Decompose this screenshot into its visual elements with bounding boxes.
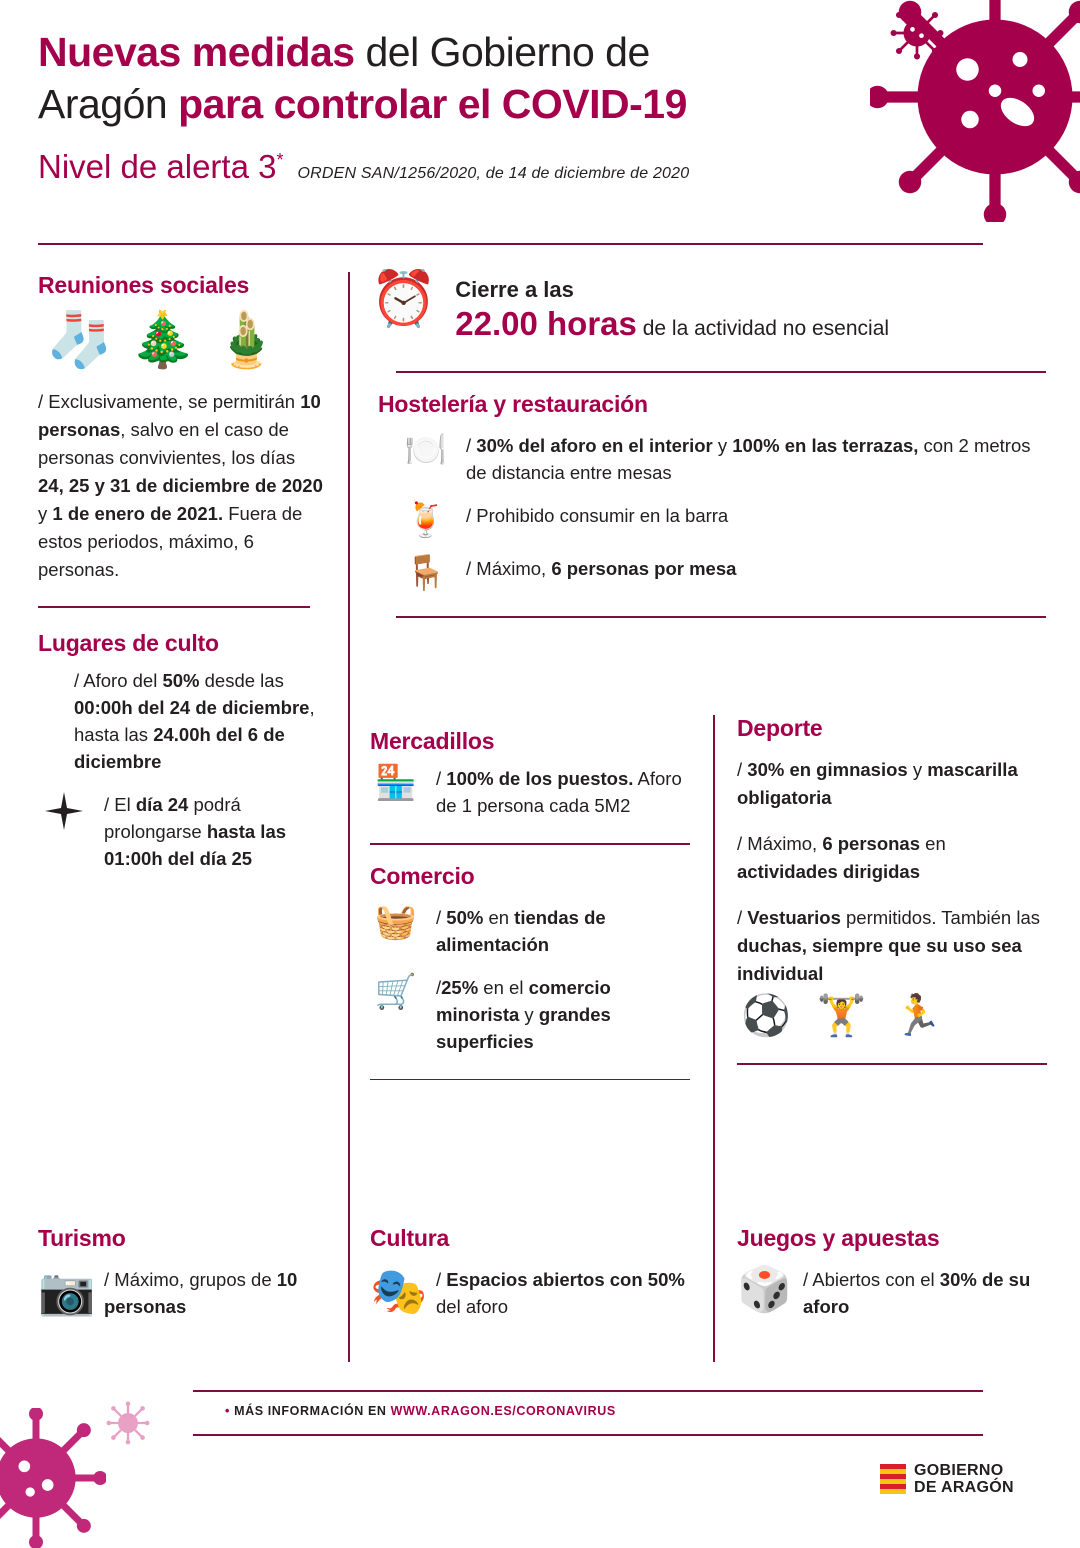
title-highlight-1: Nuevas medidas <box>38 29 355 75</box>
com-1-d: tiendas de alimentación <box>436 906 606 955</box>
page-title <box>38 26 998 130</box>
culto-2-d: hasta las 01:00h del día 25 <box>104 820 287 869</box>
middle-divider-1 <box>396 371 1046 373</box>
table-chairs-icon: 🪑 <box>404 553 448 592</box>
com-1-c: en <box>483 906 515 928</box>
dep-1-d: mascarilla obligatoria <box>737 759 1018 808</box>
turismo-item <box>38 1266 338 1320</box>
section-title-mercadillos: Mercadillos <box>370 728 495 754</box>
alert-level <box>38 148 283 186</box>
reuniones-text-d: 24, 25 y 31 de diciembre de 2020 <box>38 475 323 496</box>
section-title-cultura: Cultura <box>370 1225 450 1251</box>
com-2-a: / <box>436 976 442 998</box>
culto-1-c: desde las <box>199 669 284 691</box>
culto-item-2 <box>38 791 323 872</box>
com-2-b: 25% <box>441 976 479 998</box>
footer-url[interactable]: WWW.ARAGON.ES/CORONAVIRUS <box>390 1404 616 1418</box>
culto-1-a: / Aforo del <box>74 669 163 691</box>
com-2-e: y <box>519 1003 539 1025</box>
gov-line-1: GOBIERNO <box>914 1462 1004 1479</box>
middle-divider-2 <box>396 616 1046 618</box>
juegos-item <box>737 1266 1047 1320</box>
merc-a: / <box>436 768 447 789</box>
com-2-f: grandes superficies <box>436 1003 611 1052</box>
dep-1-a: / <box>737 759 748 780</box>
closing-rest: de la actividad no esencial <box>636 317 890 340</box>
orden-reference: ORDEN SAN/1256/2020, de 14 de diciembre de 2020 <box>297 165 690 182</box>
host-2-a: / Prohibido consumir en la barra <box>466 504 729 526</box>
section-title-deporte: Deporte <box>737 715 823 741</box>
alert-level-text: Nivel de alerta 3 <box>38 148 277 185</box>
dep-3-d: . También las <box>931 907 1041 928</box>
closing-line2 <box>455 304 889 349</box>
coronavirus-bottom-icon <box>0 1408 106 1548</box>
footer-divider-top <box>193 1390 983 1392</box>
dep-3-c: permitidos <box>840 907 932 928</box>
star-icon <box>38 791 90 839</box>
tur-b: 10 personas <box>104 1269 298 1317</box>
host-1-c: y <box>712 434 733 456</box>
section-title-culto: Lugares de culto <box>38 629 219 656</box>
deporte-section <box>737 715 1047 1065</box>
jue-b: 30% de su aforo <box>803 1269 1031 1317</box>
culto-1-d: 00:00h del 24 de diciembre <box>74 696 310 718</box>
closing-hours: 22.00 horas <box>455 305 637 342</box>
header <box>38 26 998 186</box>
dep-3-b: Vestuarios <box>747 907 841 928</box>
footer-info <box>225 1404 616 1418</box>
right-divider-1 <box>737 1063 1047 1065</box>
alert-level-asterisk: * <box>276 150 284 170</box>
shopping-basket-icon: 🧺 <box>374 902 418 941</box>
deporte-item-2 <box>737 830 1047 886</box>
com-2-d: comercio minorista <box>436 976 611 1025</box>
shopping-cart-icon: 🛒 <box>374 972 418 1011</box>
christmas-stocking-icon: 🧦 <box>46 310 114 370</box>
cul-a: / <box>436 1269 447 1290</box>
section-title-hosteleria: Hostelería y restauración <box>378 390 648 417</box>
weightlifter-icon: 🏋️ <box>816 994 867 1038</box>
com-1-a: / <box>436 906 447 928</box>
cul-c: del aforo <box>436 1296 508 1317</box>
christmas-tree-icon: 🎄 <box>129 310 197 370</box>
jue-a: / Abiertos con el <box>803 1269 940 1290</box>
government-name <box>914 1462 1014 1496</box>
culto-2-c: podrá prolongarse <box>104 793 241 842</box>
hosteleria-item-3 <box>400 555 1050 592</box>
host-3-b: 6 personas por mesa <box>551 557 737 579</box>
dep-2-b: 6 personas <box>822 833 921 854</box>
mercadillos-item <box>370 765 690 819</box>
cul-b: Espacios abiertos con 50% <box>446 1269 685 1290</box>
juegos-section <box>737 1225 1047 1336</box>
section-title-comercio: Comercio <box>370 862 475 889</box>
closing-time-banner <box>370 269 1050 349</box>
reuniones-text-c: , salvo en el caso de personas convivientes, los días <box>38 419 296 468</box>
dep-3-a: / <box>737 907 748 928</box>
culto-2-a: / El <box>104 793 136 815</box>
com-1-b: 50% <box>446 906 484 928</box>
gov-line-2: DE ARAGÓN <box>914 1479 1014 1496</box>
header-divider <box>38 243 983 245</box>
cultura-item <box>370 1266 700 1320</box>
column-divider-left <box>348 272 350 1362</box>
mercadillos-section <box>370 728 690 1080</box>
reuniones-text-a: / Exclusivamente, se permitirán <box>38 391 301 412</box>
dice-stack-icon: 🎲 <box>737 1265 792 1314</box>
com-2-c: en el <box>478 976 529 998</box>
dep-2-c: en <box>920 833 946 854</box>
soccer-ball-icon: ⚽ <box>741 994 791 1038</box>
deporte-icons <box>741 992 1047 1039</box>
merc-c: Aforo de 1 persona cada 5M2 <box>436 768 682 816</box>
section-title-juegos: Juegos y apuestas <box>737 1225 940 1251</box>
host-1-a: / <box>466 434 477 456</box>
culto-2-b: día 24 <box>135 793 189 815</box>
dep-3-e: duchas, siempre que su uso sea individual <box>737 935 1022 984</box>
theater-masks-icon: 🎭 <box>370 1265 428 1317</box>
dep-1-b: 30% en gimnasios <box>747 759 908 780</box>
title-plain-2: Aragón <box>38 81 179 127</box>
merc-b: 100% de los puestos. <box>446 768 634 789</box>
reuniones-text-e: y <box>38 503 53 524</box>
section-title-reuniones: Reuniones sociales <box>38 272 250 298</box>
reuniones-text-b: 10 personas <box>38 391 321 440</box>
reuniones-text <box>38 388 323 584</box>
deporte-item-3 <box>737 904 1047 988</box>
tur-a: / Máximo, grupos de <box>104 1269 277 1290</box>
dep-2-d: actividades dirigidas <box>737 861 921 882</box>
dep-2-a: / Máximo, <box>737 833 823 854</box>
dep-1-c: y <box>907 759 928 780</box>
title-plain-1: del Gobierno de <box>354 29 650 75</box>
christmas-bauble-icon: 🎍 <box>212 310 280 370</box>
left-divider-1 <box>38 606 310 608</box>
host-1-d: 100% en las terrazas, <box>732 434 919 456</box>
coronavirus-bottom-small-icon <box>105 1400 151 1446</box>
reuniones-text-g: Fuera de estos periodos, máximo, 6 personas. <box>38 503 303 580</box>
room-service-tray-icon: 🍽️ <box>404 430 448 469</box>
hosteleria-item-1 <box>400 432 1050 486</box>
section-title-turismo: Turismo <box>38 1225 126 1251</box>
host-1-b: 30% del aforo en el interior <box>476 434 713 456</box>
closing-line1: Cierre a las <box>455 277 574 302</box>
left-column <box>38 272 323 888</box>
column-divider-right <box>713 715 715 1362</box>
star-icon-svg <box>44 791 84 831</box>
title-highlight-2: para controlar el COVID-19 <box>178 81 687 127</box>
cultura-section <box>370 1225 700 1336</box>
runner-icon: 🏃 <box>892 994 943 1038</box>
middle-column <box>370 269 1050 636</box>
comercio-item-1 <box>370 904 690 958</box>
culto-item-1 <box>38 667 323 775</box>
reuniones-text-f: 1 de enero de 2021. <box>52 503 224 524</box>
host-1-e: con 2 metros de distancia entre mesas <box>466 434 1031 483</box>
camera-icon: 📷 <box>38 1265 96 1317</box>
deporte-item-1 <box>737 756 1047 812</box>
middle-divider-4 <box>370 1079 690 1081</box>
culto-1-f: 24.00h del 6 de diciembre <box>74 723 285 772</box>
turismo-section <box>38 1225 338 1336</box>
footer-divider-bottom <box>193 1434 983 1436</box>
comercio-item-2 <box>370 974 690 1055</box>
aragon-flag-icon <box>880 1464 906 1494</box>
culto-1-b: 50% <box>162 669 200 691</box>
footer-label: MÁS INFORMACIÓN EN <box>234 1404 387 1418</box>
alarm-clock-icon: ⏰ <box>370 269 438 329</box>
footer-bullet: • <box>225 1404 230 1418</box>
host-3-a: / Máximo, <box>466 557 552 579</box>
hosteleria-item-2 <box>400 502 1050 539</box>
cocktail-glass-icon: 🍹 <box>404 500 448 539</box>
market-stall-icon: 🏪 <box>374 764 418 802</box>
christmas-icons <box>46 309 323 372</box>
government-logo <box>880 1462 1014 1496</box>
middle-divider-3 <box>370 843 690 845</box>
culto-1-e: , hasta las <box>74 696 315 745</box>
